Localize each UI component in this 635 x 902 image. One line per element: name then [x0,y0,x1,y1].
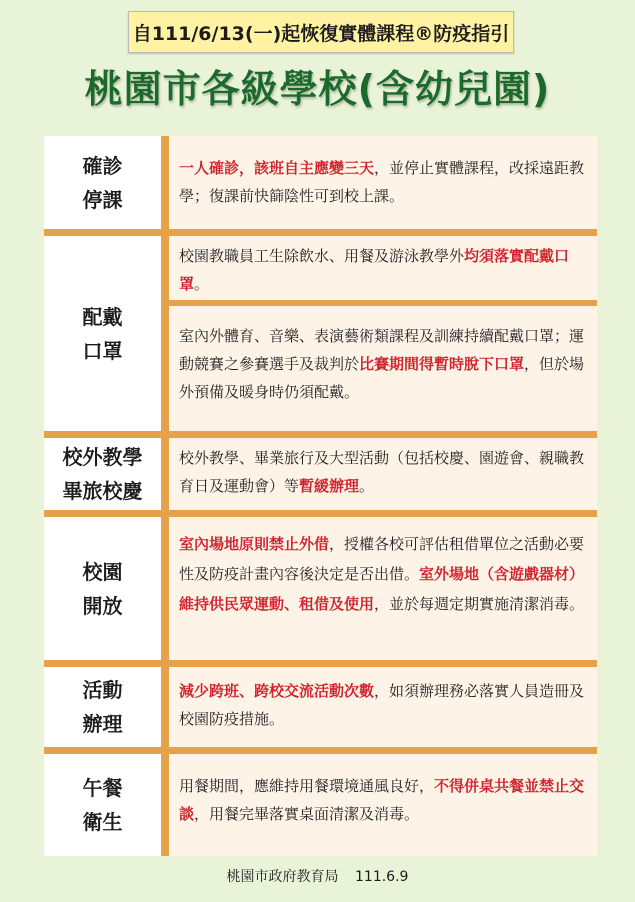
category-line: 確診 [82,153,123,178]
highlight-text: 室外場地（含遊戲器材）維持供民眾運動、租借及使用 [179,565,585,613]
page-title: 桃園市各級學校(含幼兒園) [84,67,551,111]
rule-segment: 用餐期間，應維持用餐環境通風良好， [179,777,435,795]
rule-text [169,136,597,229]
row-confirmed-case [44,136,597,229]
row-field-trip [44,438,597,510]
guideline-table [44,136,597,856]
rule-text [169,236,597,300]
highlight-text: 不得併桌共餐並禁止交談 [179,777,585,823]
category-line: 午餐 [82,776,123,800]
category-line: 校外教學 [62,445,143,469]
rule-segment: 校外教學、畢業旅行及大型活動（包括校慶、園遊會、親職教育日及運動會）等 [179,449,585,495]
category-line: 畢旅校慶 [62,479,143,503]
rule-segment: 室內外體育、音樂、表演藝術類課程及訓練持續配戴口罩；運動競賽之參賽選手及裁判於 [179,327,585,373]
row-campus-open [44,517,597,660]
rule-segment: ，並於每週定期實施清潔消毒。 [374,595,585,613]
highlight-text: 減少跨班、跨校交流活動次數 [179,682,375,700]
highlight-text: 比賽期間得暫時脫下口罩 [359,355,525,373]
category-line: 衛生 [82,810,123,834]
rule-segment: ，如須辦理務必落實人員造冊及校園防疫措施。 [179,682,585,728]
category-label [44,667,161,747]
category-line: 活動 [82,678,123,702]
category-line: 停課 [82,187,123,212]
footer-agency: 桃園市政府教育局 [226,869,339,885]
rule-segment: 校園教職員工生除飲水、用餐及游泳教學外 [179,247,465,265]
rule-segment: ，但於場外預備及暖身時仍須配戴。 [179,355,585,401]
highlight-text: 均須落實配戴口罩 [179,247,570,293]
banner-text: 自111/6/13(一)起恢復實體課程®防疫指引 [132,22,510,45]
category-line: 校園 [82,559,123,584]
rule-segment: 。 [359,477,375,495]
highlight-text: 室內場地原則禁止外借 [179,535,330,553]
date-banner [128,11,514,53]
row-activities [44,667,597,747]
category-label [44,754,161,856]
row-lunch [44,754,597,856]
category-label [44,438,161,510]
highlight-text: 一人確診，該班自主應變三天 [179,159,375,177]
rule-segment: 。 [194,275,210,293]
category-line: 配戴 [82,304,123,329]
rule-segment: ，授權各校可評估租借單位之活動必要性及防疫計畫內容後決定是否出借。 [179,535,585,583]
rule-text [169,438,597,510]
rule-text [169,306,597,431]
category-line: 口罩 [82,338,123,363]
category-label [44,517,161,660]
category-label [44,136,161,229]
rule-segment: ，用餐完畢落實桌面清潔及消毒。 [194,805,420,823]
rule-text [169,517,597,660]
highlight-text: 暫緩辦理 [299,477,360,495]
rule-text [169,667,597,747]
rule-text [169,754,597,856]
footer-date: 111.6.9 [355,869,409,885]
category-line: 辦理 [82,712,123,736]
row-mask [44,236,597,431]
rule-segment: ，並停止實體課程，改採遠距教學；復課前快篩陰性可到校上課。 [179,159,585,205]
category-line: 開放 [82,593,123,618]
footer [0,866,635,886]
category-label [44,236,161,431]
